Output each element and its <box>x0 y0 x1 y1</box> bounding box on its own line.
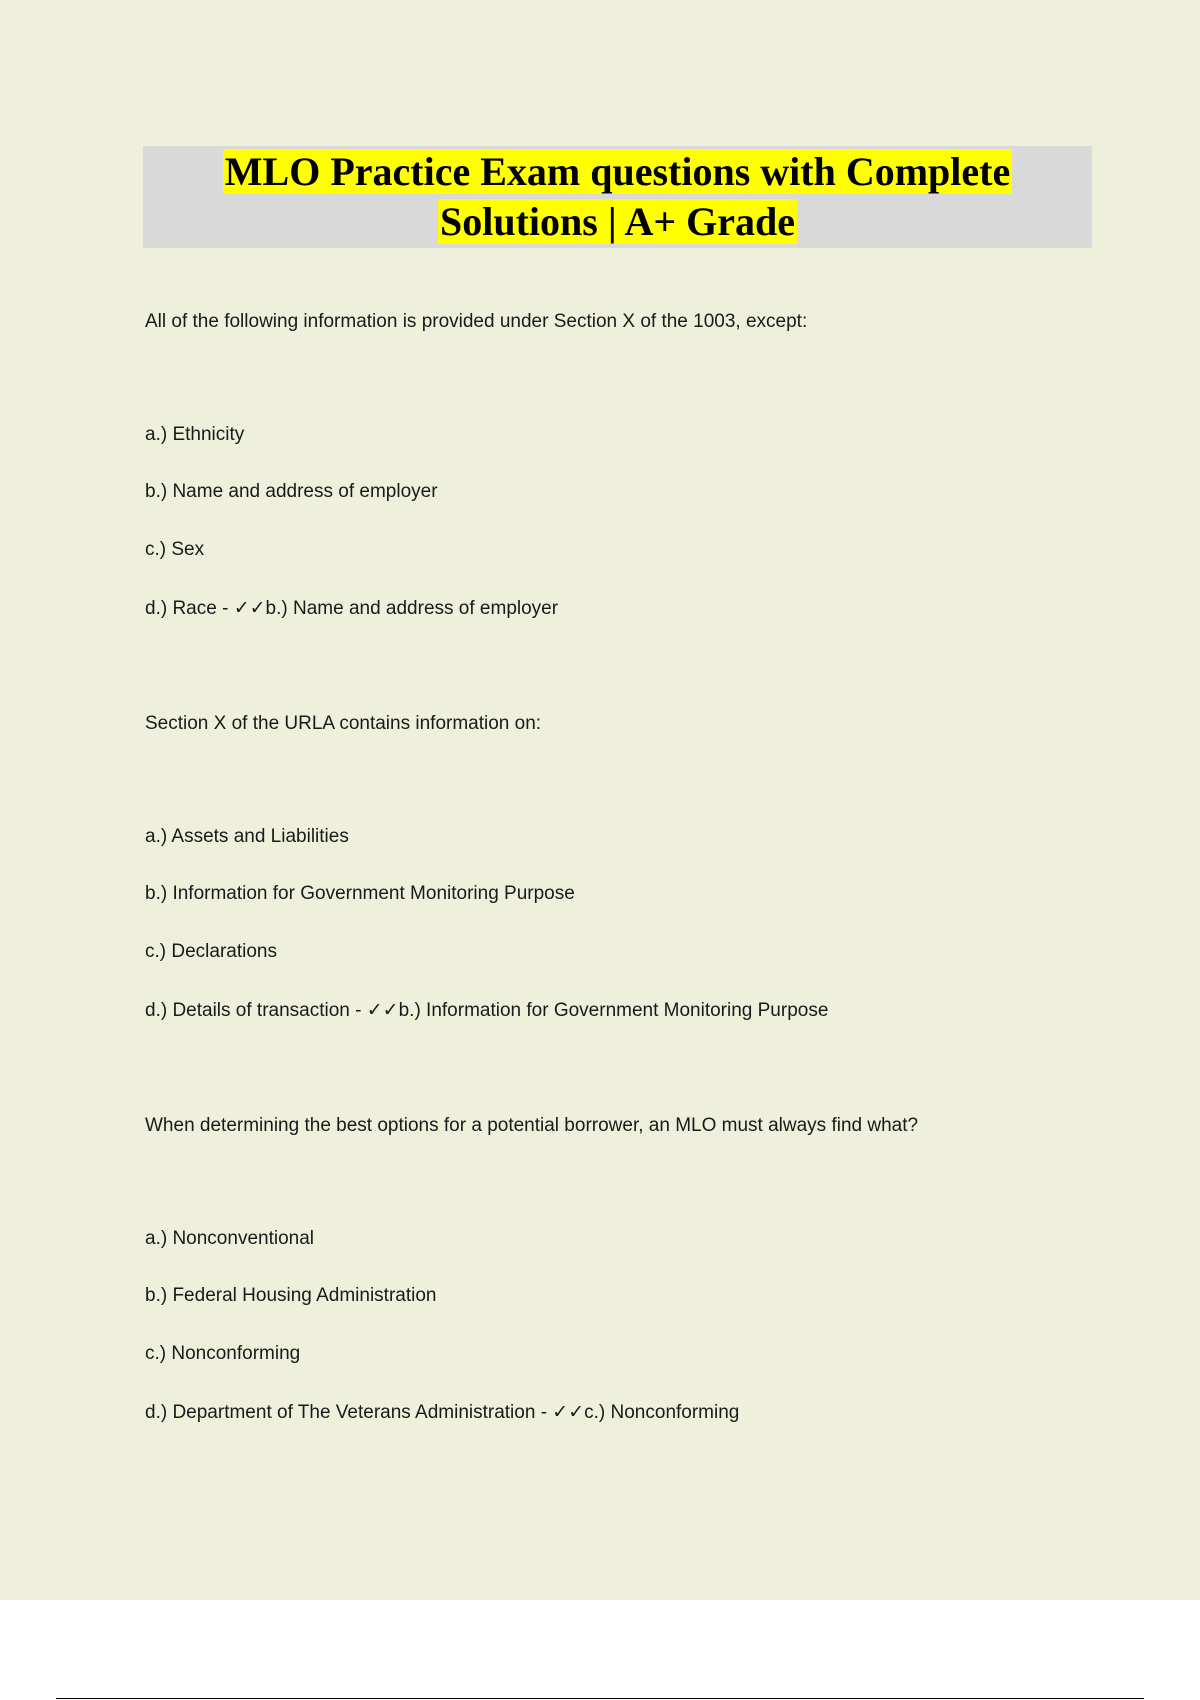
question-2-option-d-answer: d.) Details of transaction - ✓✓b.) Information for Government Monitoring Purpose <box>145 1000 829 1021</box>
title-box <box>143 146 1092 248</box>
question-1-option-a: a.) Ethnicity <box>145 424 245 445</box>
question-3-option-d-answer: d.) Department of The Veterans Administration - ✓✓c.) Nonconforming <box>145 1402 740 1423</box>
question-2-option-c: c.) Declarations <box>145 941 277 962</box>
title-highlight-2: Solutions | A+ Grade <box>440 199 795 244</box>
question-1-prompt: All of the following information is provided under Section X of the 1003, except: <box>145 311 808 332</box>
title-highlight-1: MLO Practice Exam questions with Complete <box>224 149 1011 194</box>
question-1-option-c: c.) Sex <box>145 539 205 560</box>
question-3-option-b: b.) Federal Housing Administration <box>145 1285 437 1306</box>
title-line-2 <box>143 197 1092 247</box>
title-line-1 <box>143 147 1092 197</box>
question-2-option-b: b.) Information for Government Monitoring Purpose <box>145 883 575 904</box>
question-2-prompt: Section X of the URLA contains information on: <box>145 713 542 734</box>
page-divider-line <box>56 1698 1144 1699</box>
question-3-option-a: a.) Nonconventional <box>145 1228 314 1249</box>
question-2-option-a: a.) Assets and Liabilities <box>145 826 349 847</box>
question-1-option-d-answer: d.) Race - ✓✓b.) Name and address of employer <box>145 598 559 619</box>
question-3-prompt: When determining the best options for a potential borrower, an MLO must always find what? <box>145 1115 919 1136</box>
question-3-option-c: c.) Nonconforming <box>145 1343 301 1364</box>
question-1-option-b: b.) Name and address of employer <box>145 481 438 502</box>
